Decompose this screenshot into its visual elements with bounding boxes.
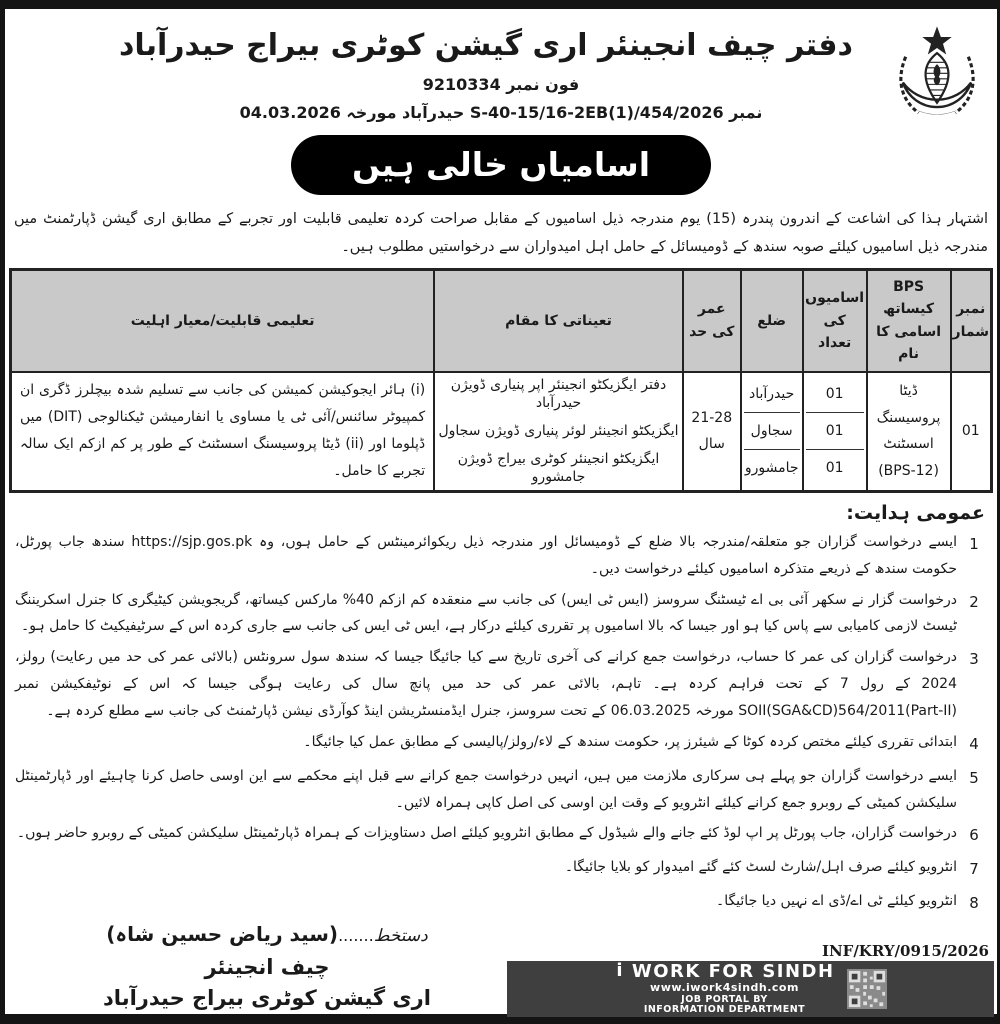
item-number: 6 bbox=[969, 826, 979, 845]
item-text: درخواست گزاران کی عمر کا حساب، درخواست جمع کرانے کی آخری تاریخ سے کیا جائیگا جیسا کہ سندھ سول سرونٹس (بالائی عمر کی حد میں رعایت) رولز، 2024 کے رول 7 کے تحت فراہم کردہ ہے۔ تاہم، بالائی عمر کی حد میں پانچ سال کی رعایت ہوگی جیسا کہ اس کے نوٹیفکیشن نمبر SOII(SGA&CD)564/2011(Part-II) مورخہ 06.03.2025 کے تحت سروسز، جنرل ایڈمنسٹریشن اینڈ کوآرڈی نیشن ڈپارٹمنٹ کی جانب سے مطلع کردہ ہے۔ bbox=[15, 649, 957, 720]
i-bulb-icon: i bbox=[616, 960, 625, 982]
item-text: ابتدائی تقرری کیلئے مختص کردہ کوٹا کے شیئرز پر، حکومت سندھ کے لاء/رولز/پالیسی کے مطابق عمل کیا جائیگا۔ bbox=[303, 733, 957, 750]
col-posting-place: تعیناتی کا مقام bbox=[434, 270, 683, 372]
list-item bbox=[11, 529, 991, 583]
item-text: درخواست گزار نے سکھر آئی بی اے ٹیسٹنگ سروسز (ایس ٹی ایس) کی جانب سے منعقدہ کم ازکم 40% مارکس کیساتھ، گریجویشن کیٹیگری کا جنرل اسکریننگ ٹیسٹ لازمی کامیابی سے پاس کیا ہو اور جیسا کہ بالا اسامیوں پر تقرری کیلئے درکار ہے، ایس ٹی ایس کی جانب سے جاری کردہ اس کے سرٹیفیکیٹ کا حامل ہو۔ bbox=[15, 591, 957, 635]
list-item bbox=[11, 763, 991, 817]
cell-serial: 01 bbox=[951, 372, 992, 492]
item-number: 7 bbox=[969, 860, 979, 879]
item-text: انٹرویو کیلئے صرف اہل/شارٹ لسٹ کئے گئے امیدوار کو بلایا جائیگا۔ bbox=[564, 859, 957, 876]
signature-dots: ....... bbox=[338, 926, 374, 945]
instructions-list bbox=[11, 529, 991, 918]
banner-text-block bbox=[614, 962, 834, 1016]
col-count: اسامیوں کی تعداد bbox=[803, 270, 867, 372]
office-title: دفتر چیف انجینئر اری گیشن کوٹری بیراج حیدرآباد bbox=[119, 28, 853, 63]
col-qualification: تعلیمی قابلیت/معیار اہلیت bbox=[11, 270, 435, 372]
col-serial: نمبر شمار bbox=[951, 270, 992, 372]
signatory-designation: چیف انجینئر bbox=[204, 955, 330, 979]
signature-line bbox=[17, 922, 517, 946]
cell-counts: 01 01 01 bbox=[803, 372, 867, 492]
col-post-name: BPS کیساتھ اسامی کا نام bbox=[867, 270, 951, 372]
list-item bbox=[11, 820, 991, 850]
table-row bbox=[11, 372, 992, 492]
table-header-row bbox=[11, 270, 992, 372]
ref-number: S-40-15/16-2EB(1)/454/2026 bbox=[469, 102, 724, 122]
list-item bbox=[11, 854, 991, 884]
list-item bbox=[11, 644, 991, 725]
ref-date: 04.03.2026 bbox=[239, 102, 341, 122]
item-number: 8 bbox=[969, 894, 979, 913]
banner-website: www.iwork4sindh.com bbox=[650, 981, 799, 995]
phone-line bbox=[5, 75, 997, 94]
signature-block bbox=[17, 922, 517, 1010]
cell-qualification: (i) ہائر ایجوکیشن کمیشن کی جانب سے تسلیم شدہ بیچلرز ڈگری ان کمپیوٹر سائنس/آئی ٹی یا مساوی یا انفارمیشن ٹیکنالوجی (DIT) میں ڈپلوما اور (ii) ڈیٹا پروسیسنگ اسسٹنٹ کے طور پر کم ازکم ایک سالہ تجربے کا حامل۔ bbox=[11, 372, 435, 492]
signatory-office: اری گیشن کوٹری بیراج حیدرآباد bbox=[103, 986, 431, 1010]
banner-subline-1: JOB PORTAL BY bbox=[681, 993, 768, 1005]
cell-age-limit: 21-28 سال bbox=[683, 372, 741, 492]
work-for-sindh-banner bbox=[507, 961, 994, 1017]
item-text: ایسے درخواست گزاران جو متعلقہ/مندرجہ بالا ضلع کے ڈومیسائل اور مندرجہ ذیل ریکوائرمینٹس کے حامل ہوں، وہ https://sjp.gos.pk سندھ جاب پورٹل، حکومت سندھ کے ذریعے متذکرہ اسامیوں کیلئے درخواست دیں۔ bbox=[15, 533, 957, 577]
banner-subline-2: INFORMATION DEPARTMENT bbox=[643, 1004, 806, 1016]
cell-post-name: ڈیٹا پروسیسنگ اسسٹنٹ (BPS-12) bbox=[867, 372, 951, 492]
cell-districts: حیدرآباد سجاول جامشورو bbox=[741, 372, 803, 492]
phone-number: 9210334 bbox=[422, 74, 501, 94]
qr-code-icon bbox=[847, 969, 887, 1009]
instructions-heading: عمومی ہدایت: bbox=[846, 501, 985, 524]
list-item bbox=[11, 729, 991, 759]
signatory-name: (سید ریاض حسین شاہ) bbox=[106, 922, 339, 946]
banner-title bbox=[614, 962, 834, 982]
item-number: 4 bbox=[969, 734, 979, 753]
banner-brand: WORK FOR SINDH bbox=[631, 961, 835, 983]
item-number: 2 bbox=[969, 592, 979, 611]
vacancies-table bbox=[9, 268, 993, 493]
item-text: ایسے درخواست گزاران جو پہلے ہی سرکاری ملازمت میں ہیں، انہیں درخواست جمع کرانے سے قبل اپنے محکمے سے این اوسی حاصل کرنا چاہیئے اور ڈپارٹمینٹل سلیکشن کمیٹی کے روبرو جمع کرانے کیلئے انٹرویو کے وقت این اوسی کی اصل کاپی ہمراہ لائیں۔ bbox=[15, 767, 957, 811]
signature-label: دستخط bbox=[373, 926, 428, 946]
reference-line bbox=[5, 103, 997, 122]
cell-posting-places: دفتر ایگزیکٹو انجینئر اپر پنیاری ڈویژن حیدرآباد ایگزیکٹو انجینئر لوئر پنیاری ڈویژن سجاول ایگزیکٹو انجینئر کوٹری بیراج ڈویژن جامشورو bbox=[434, 372, 683, 492]
list-item bbox=[11, 888, 991, 918]
list-item bbox=[11, 587, 991, 641]
intro-paragraph: اشتہار ہذا کی اشاعت کے اندرون پندرہ (15) یوم مندرجہ ذیل اسامیوں کے مقابل صراحت کردہ تعلیمی قابلیت اور تجربے کے مطابق اری گیشن ڈپارٹمنٹ میں مندرجہ ذیل اسامیوں کیلئے صوبہ سندھ کے ڈومیسائل کے حامل اہل امیدواران سے درخواستیں مطلوب ہیں۔ bbox=[14, 210, 989, 255]
ref-prefix: نمبر bbox=[729, 102, 763, 122]
item-text: درخواست گزاران، جاب پورٹل پر اپ لوڈ کئے جانے والے شیڈول کے مطابق انٹرویو کیلئے اصل دستاویزات کے ہمراہ ڈپارٹمینٹل سلیکشن کمیٹی کے روبرو حاضر ہوں۔ bbox=[16, 825, 957, 842]
sindh-government-emblem-icon bbox=[891, 23, 983, 143]
phone-label: فون نمبر bbox=[506, 74, 580, 94]
item-number: 5 bbox=[969, 768, 979, 787]
item-number: 1 bbox=[969, 534, 979, 553]
inf-reference-number: INF/KRY/0915/2026 bbox=[821, 942, 989, 960]
ref-place: حیدرآباد مورخہ bbox=[346, 102, 465, 122]
item-text: انٹرویو کیلئے ٹی اے/ڈی اے نہیں دیا جائیگا۔ bbox=[715, 893, 957, 910]
vacancies-banner: اسامیاں خالی ہیں bbox=[291, 135, 711, 195]
col-district: ضلع bbox=[741, 270, 803, 372]
col-age-limit: عمر کی حد bbox=[683, 270, 741, 372]
item-number: 3 bbox=[969, 650, 979, 669]
